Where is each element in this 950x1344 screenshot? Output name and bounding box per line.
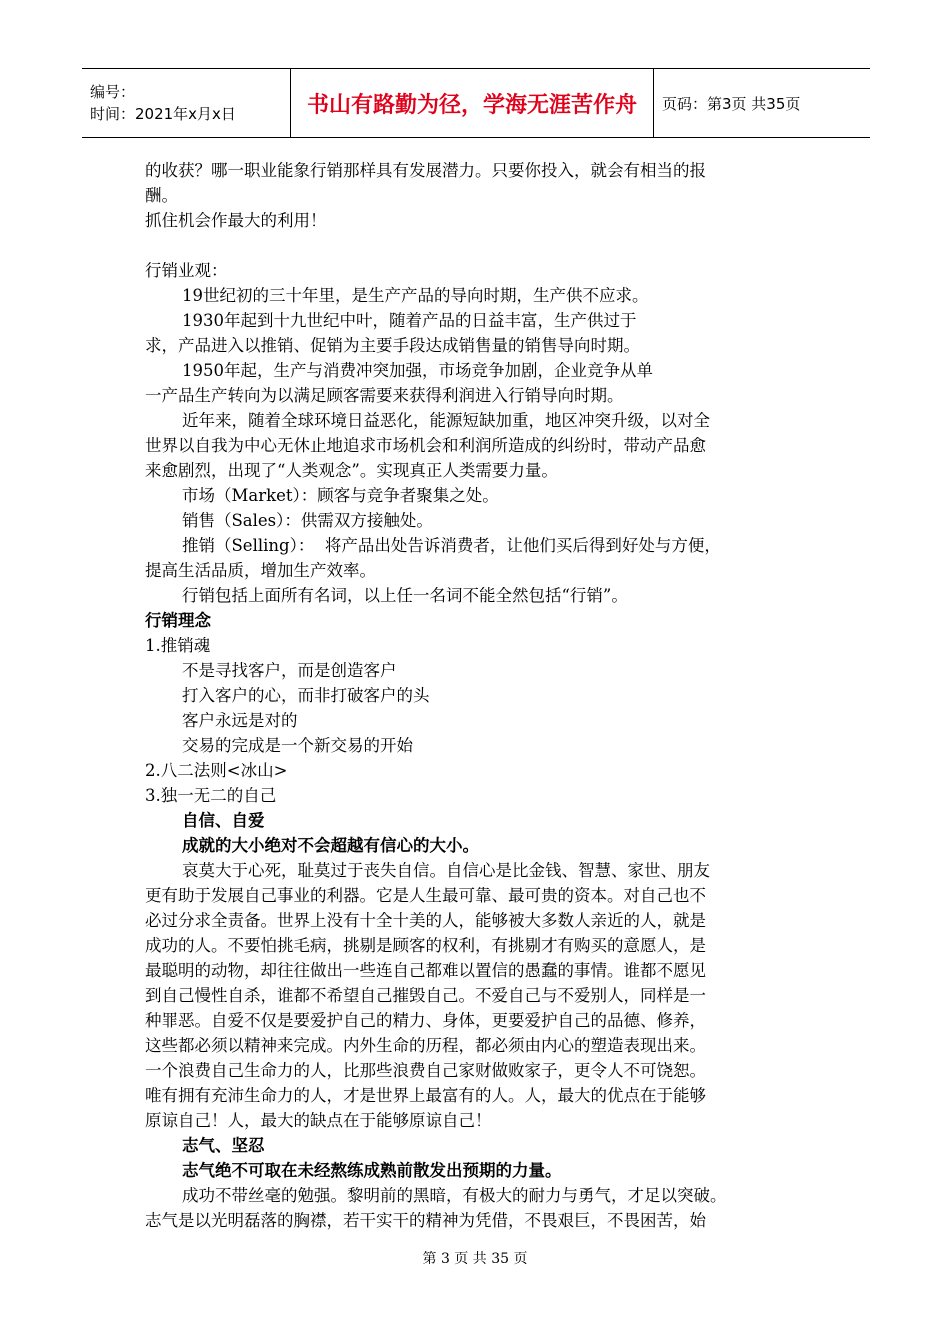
paragraph-line: 市场（Market）：顾客与竞争者聚集之处。 — [182, 486, 499, 505]
page-footer: 第 3 页 共 35 页 — [422, 1251, 528, 1267]
subsection-heading: 志气、坚忍 — [182, 1136, 265, 1155]
header-motto: 书山有路勤为径，学海无涯苦作舟 — [291, 69, 654, 137]
subsection-heading: 自信、自爱 — [182, 811, 265, 830]
paragraph-line: 到自己慢性自杀，谁都不希望自己摧毁自己。不爱自己与不爱别人，同样是一 — [145, 986, 706, 1005]
paragraph-line: 近年来，随着全球环境日益恶化，能源短缺加重，地区冲突升级，以对全 — [182, 411, 710, 430]
paragraph-line: 唯有拥有充沛生命力的人，才是世界上最富有的人。人，最大的优点在于能够 — [145, 1086, 706, 1105]
section-heading: 行销理念 — [145, 611, 211, 630]
list-subitem: 不是寻找客户，而是创造客户 — [182, 661, 397, 680]
paragraph-line: 最聪明的动物，却往往做出一些连自己都难以置信的愚蠢的事情。谁都不愿见 — [145, 961, 706, 980]
header-page-info: 页码：第3页 共35页 — [662, 94, 801, 113]
paragraph-line: 行销包括上面所有名词，以上任一名词不能全然包括“行销”。 — [182, 586, 628, 605]
paragraph-line: 1930年起到十九世纪中叶，随着产品的日益丰富，生产供过于 — [182, 311, 637, 330]
paragraph-line: 来愈剧烈，出现了“人类观念”。实现真正人类需要力量。 — [145, 461, 558, 480]
number-label: 编号： — [90, 83, 136, 101]
paragraph-line: 成功不带丝毫的勉强。黎明前的黑暗，有极大的耐力与勇气，才足以突破。 — [182, 1186, 727, 1205]
paragraph-line: 成功的人。不要怕挑毛病，挑剔是顾客的权利，有挑剔才有购买的意愿人，是 — [145, 936, 706, 955]
paragraph-line: 求，产品进入以推销、促销为主要手段达成销售量的销售导向时期。 — [145, 336, 640, 355]
list-subitem: 打入客户的心，而非打破客户的头 — [182, 686, 430, 705]
paragraph-line: 一个浪费自己生命力的人，比那些浪费自己家财做败家子，更令人不可饶恕。 — [145, 1061, 706, 1080]
subsection-motto: 志气绝不可取在未经熬练成熟前散发出预期的力量。 — [182, 1161, 562, 1180]
list-item: 3.独一无二的自己 — [145, 786, 277, 805]
paragraph-line: 提高生活品质，增加生产效率。 — [145, 561, 376, 580]
paragraph-line: 志气是以光明磊落的胸襟，若干实干的精神为凭借，不畏艰巨，不畏困苦，始 — [145, 1211, 706, 1230]
paragraph-line: 销售（Sales）：供需双方接触处。 — [182, 511, 433, 530]
paragraph-line: 原谅自己！人，最大的缺点在于能够原谅自己！ — [145, 1111, 492, 1130]
header-meta — [82, 69, 291, 137]
paragraph-line: 一产品生产转向为以满足顾客需要来获得利润进入行销导向时期。 — [145, 386, 624, 405]
paragraph-line: 1950年起，生产与消费冲突加强，市场竞争加剧，企业竞争从单 — [182, 361, 653, 380]
paragraph-line: 哀莫大于心死，耻莫过于丧失自信。自信心是比金钱、智慧、家世、朋友 — [182, 861, 710, 880]
list-item: 2.八二法则<冰山> — [145, 761, 288, 780]
paragraph-line: 世界以自我为中心无休止地追求市场机会和利润所造成的纠纷时，带动产品愈 — [145, 436, 706, 455]
paragraph-line: 这些都必须以精神来完成。内外生命的历程，都必须由内心的塑造表现出来。 — [145, 1036, 706, 1055]
list-item: 1.推销魂 — [145, 636, 211, 655]
time-label: 时间：2021年x月x日 — [90, 105, 236, 123]
paragraph-line: 抓住机会作最大的利用！ — [145, 211, 327, 230]
paragraph-line: 酬。 — [145, 186, 178, 205]
page-header — [82, 68, 870, 138]
list-subitem: 交易的完成是一个新交易的开始 — [182, 736, 413, 755]
paragraph-line: 种罪恶。自爱不仅是要爱护自己的精力、身体，更要爱护自己的品德、修养， — [145, 1011, 706, 1030]
paragraph-line: 19世纪初的三十年里，是生产产品的导向时期，生产供不应求。 — [182, 286, 649, 305]
paragraph-line: 推销（Selling）： 将产品出处告诉消费者，让他们买后得到好处与方便， — [182, 536, 721, 555]
paragraph-line: 更有助于发展自己事业的利器。它是人生最可靠、最可贵的资本。对自己也不 — [145, 886, 706, 905]
paragraph-line: 必过分求全责备。世界上没有十全十美的人，能够被大多数人亲近的人，就是 — [145, 911, 706, 930]
section-label: 行销业观： — [145, 261, 228, 280]
document-body — [145, 158, 825, 1233]
paragraph-line: 的收获？哪一职业能象行销那样具有发展潜力。只要你投入，就会有相当的报 — [145, 161, 706, 180]
subsection-motto: 成就的大小绝对不会超越有信心的大小。 — [182, 836, 479, 855]
list-subitem: 客户永远是对的 — [182, 711, 298, 730]
